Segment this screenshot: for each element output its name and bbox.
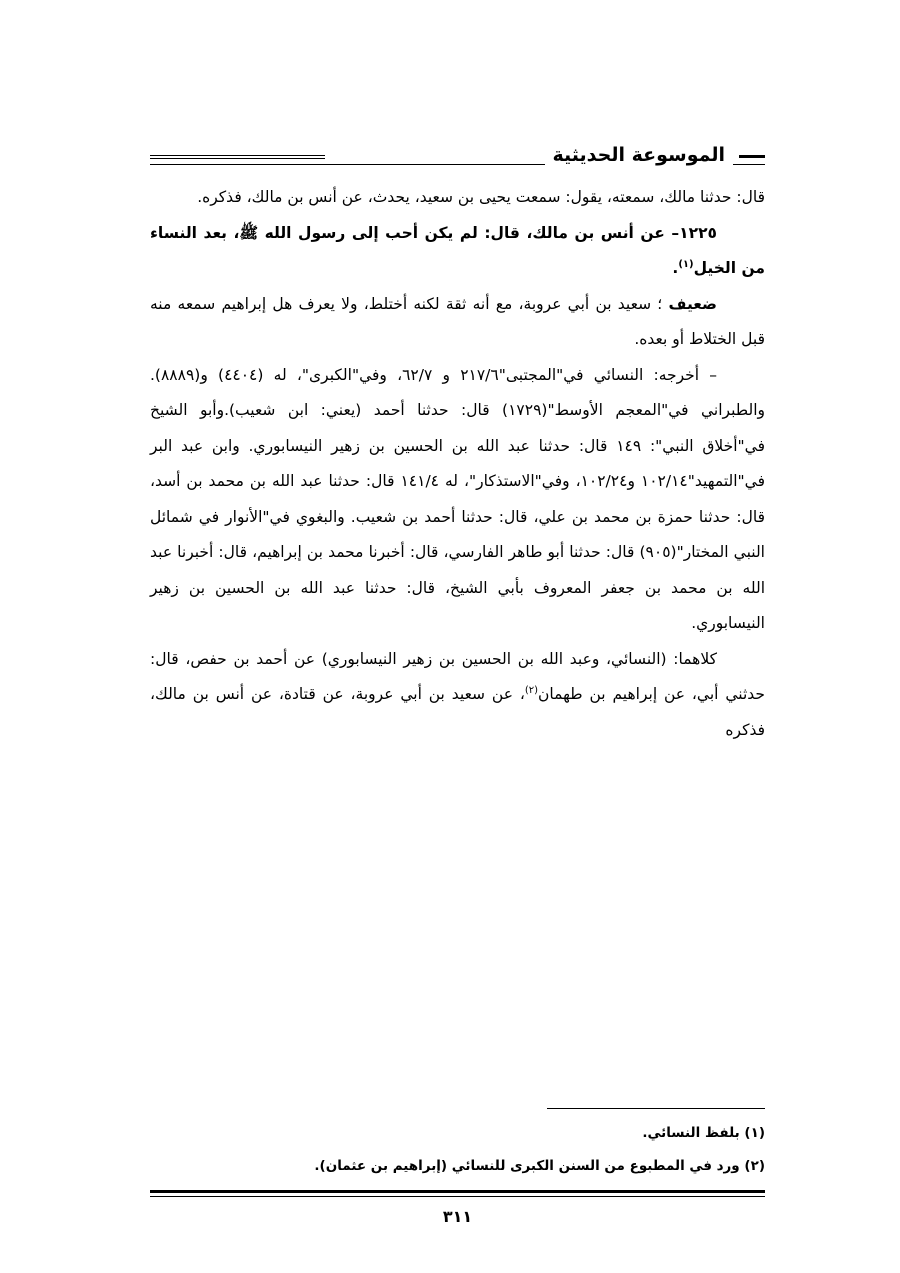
header-rule-right (739, 155, 765, 158)
hadith-end: . (672, 259, 679, 277)
footnotes (150, 1117, 765, 1183)
paragraph-intro: قال: حدثنا مالك، سمعته، يقول: سمعت يحيى بن سعيد، يحدث، عن أنس بن مالك، فذكره. (197, 188, 765, 206)
footer-rule-thin (150, 1196, 765, 1197)
hadith-number: ١٢٢٥ (679, 223, 717, 242)
footnote-1: (١) بلفظ النسائي. (642, 1125, 765, 1141)
main-text (150, 180, 765, 748)
footnote-separator (547, 1108, 765, 1109)
grade-paragraph (150, 287, 765, 358)
book-page (150, 0, 765, 1273)
grade-label: ضعيف (668, 294, 717, 313)
takhrij-paragraph: – أخرجه: النسائي في"المجتبى"٢١٧/٦ و ٦٢/٧، وفي"الكبرى"، له (٤٤٠٤) و(٨٨٨٩). والطبراني في"المعجم الأوسط"(١٧٢٩) قال: حدثنا أحمد (يعني: ابن شعيب).وأبو الشيخ في"أخلاق النبي": ١٤٩ قال: حدثنا عبد الله بن الحسين بن زهير النيسابوري. وابن عبد البر في"التمهيد"١٠٢/١٤ و١٠٢/٢٤، وفي"الاستذكار"، له ١٤١/٤ قال: حدثنا عبد الله بن محمد بن أسد، قال: حدثنا حمزة بن محمد بن علي، قال: حدثنا أحمد بن شعيب. والبغوي في"الأنوار في شمائل النبي المختار"(٩٠٥) قال: حدثنا أبو طاهر الفارسي، قال: أخبرنا محمد بن إبراهيم، قال: أخبرنا عبد الله بن محمد بن جعفر المعروف بأبي الشيخ، قال: حدثنا عبد الله بن الحسين بن زهير النيسابوري. (150, 365, 765, 632)
kilahuma-end: ، عن سعيد بن أبي عروبة، عن قتادة، عن أنس بن مالك، فذكره (150, 685, 765, 739)
header-title: الموسوعة الحديثية (545, 140, 734, 170)
footer-rule (150, 1190, 765, 1193)
footnote-ref-2[interactable]: (٢) (524, 684, 539, 696)
kilahuma-paragraph (150, 642, 765, 749)
footnote-ref-1[interactable]: (١) (678, 258, 694, 270)
header-rule-left (150, 155, 325, 162)
grade-text: ؛ سعيد بن أبي عروبة، مع أنه ثقة لكنه أختلط، ولا يعرف هل إبراهيم سمعه منه قبل الختلاط أو بعده. (150, 294, 765, 348)
footnote-2: (٢) ورد في المطبوع من السنن الكبرى للنسائي (إبراهيم بن عثمان). (314, 1158, 765, 1174)
running-header (150, 140, 765, 174)
kilahuma-text: كلاهما: (النسائي، وعبد الله بن الحسين بن زهير النيسابوري) عن أحمد بن حفص، قال: حدثني أبي، عن إبراهيم بن طهمان (150, 649, 765, 703)
page-number: ٣١١ (442, 1207, 473, 1226)
hadith-text: – عن أنس بن مالك، قال: لم يكن أحب إلى رسول الله ﷺ، بعد النساء من الخيل (150, 223, 765, 277)
hadith-paragraph (150, 216, 765, 287)
